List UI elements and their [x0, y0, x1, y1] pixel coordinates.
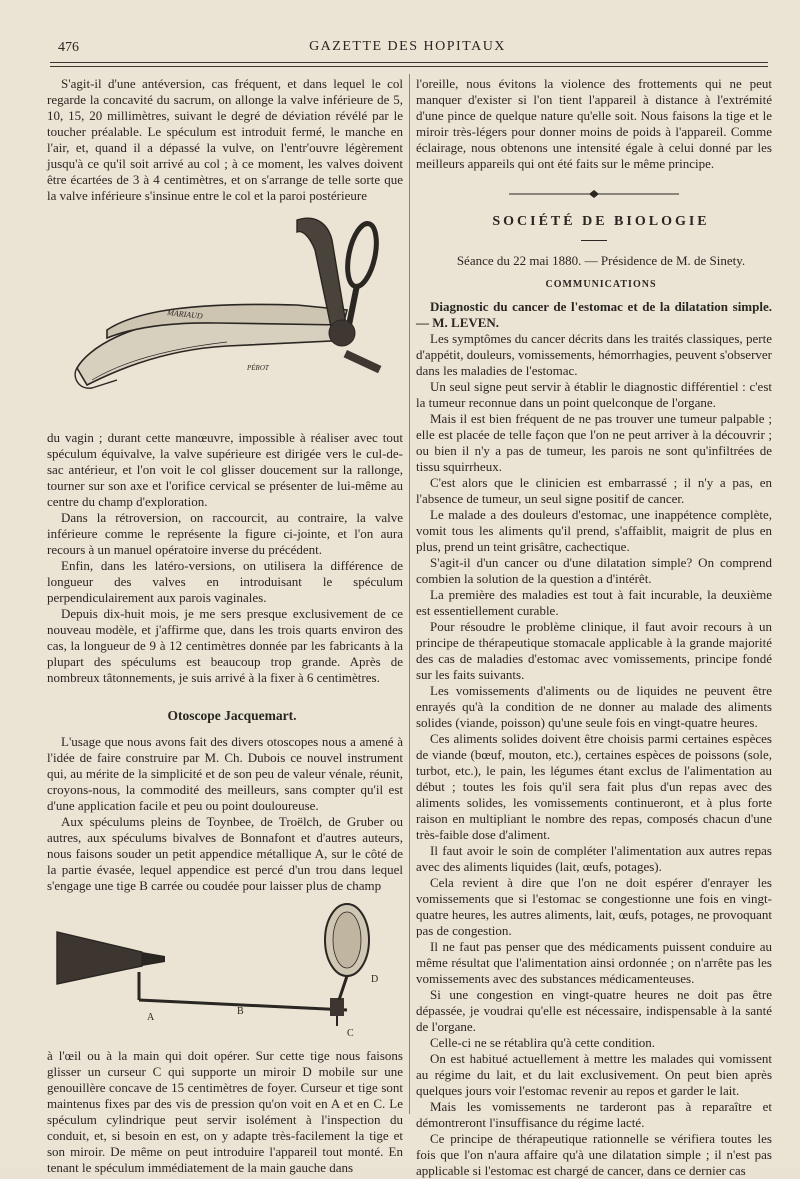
paragraph: à l'œil ou à la main qui doit opérer. Sur cette tige nous faisons glisser un curseur C qui supporte un miroir D mobile sur une genouillère concave de 15 centimètres de foyer. Curseur et tige sont maintenus fixes par des vis de pression qu'on voit en A et en C. Le spéculum cylindrique peut servir isolément à l'inspection du conduit, et, si besoin en est, on y adapte très-facilement la tige et son miroir. De même on peut introduire l'appareil tout monté. En tenant le spéculum immédiatement de la main gauche dans: [47, 1048, 403, 1175]
paragraph: C'est alors que le clinicien est embarrassé ; il n'y a pas, en l'absence de tumeur, un seul signe positif de cancer.: [416, 475, 772, 506]
paragraph: On est habitué actuellement à mettre les malades qui vomissent au régime du lait, et du lait exclusivement. On peut bien après quelques jours voir l'estomac revenir au repos et garder le lait.: [416, 1051, 772, 1098]
speculum-figure: [47, 210, 403, 428]
ornamental-rule: [416, 186, 772, 202]
paragraph: Ce principe de thérapeutique rationnelle se vérifiera toutes les fois que l'on n'aura affaire qu'à une dilatation simple ; il n'est pas applicable si l'estomac est chargé de cancer, dans ce dernier cas: [416, 1131, 772, 1178]
page-header: [50, 38, 765, 58]
paragraph: Les symptômes du cancer décrits dans les traités classiques, perte d'appétit, douleurs, vomissements, hémorrhagies, peuvent s'observer dans les maladies de l'estomac.: [416, 331, 772, 378]
paragraph: Il ne faut pas penser que des médicaments puissent conduire au même résultat que l'alimentation ainsi ordonnée ; on n'arrête pas les vomissements avec des substances médicamenteuses.: [416, 939, 772, 986]
paragraph: Les vomissements d'aliments ou de liquides ne peuvent être enrayés qu'à la condition de ne donner au malade des aliments solides (viande, poisson) qu'une seule fois en vingt-quatre heures.: [416, 683, 772, 730]
paragraph: du vagin ; durant cette manœuvre, impossible à réaliser avec tout spéculum équivalve, la valve supérieure est dirigée vers le cul-de-sac antérieur, et l'on voit le col glisser doucement sur la rallonge, tourner sur son axe et l'orifice cervical se présenter de lui-même au centre du champ d'exploration.: [47, 430, 403, 509]
column-divider: [409, 74, 410, 1114]
paragraph: S'agit-il d'une antéversion, cas fréquent, et dans lequel le col regarde la concavité du sacrum, on allonge la valve inférieure de 5, 10, 15, 20 millimètres, suivant le degré de déviation révélé par le toucher préalable. Le spéculum est introduit fermé, le manche en l'air, et, quand il a dépassé la vulve, on l'entr'ouvre légèrement jusqu'à ce qu'il soit arrivé au col ; à ce moment, les valves doivent être écartées de 3 à 4 centimètres, et on s'arrange de telle sorte que la valve inférieure s'insinue entre le col et la paroi postérieure: [47, 76, 403, 203]
maker-label: MARIAUD: [166, 308, 204, 321]
paragraph: Enfin, dans les latéro-versions, on utilisera la différence de longueur des valves en introduisant le spéculum perpendiculairement aux parois vaginales.: [47, 558, 403, 605]
paragraph: Mais les vomissements ne tarderont pas à reparaître et démontreront l'insuffisance du régime lacté.: [416, 1099, 772, 1130]
journal-title: GAZETTE DES HOPITAUX: [309, 39, 506, 54]
paragraph: Un seul signe peut servir à établir le diagnostic différentiel : c'est la tumeur reconnue dans un point quelconque de l'organe.: [416, 379, 772, 410]
paragraph: l'oreille, nous évitons la violence des frottements qui ne peut manquer d'exister si l'on tient l'appareil à distance à l'extrémité d'une pince de quelque nature qu'elle soit. Nous faisons la tige et le miroir très-légers pour donner moins de poids à l'appareil. Comme éclairage, nous obtenons une intensité égale à celui donné par les meilleurs appareils qui ont été faits sur le même principe.: [416, 76, 772, 171]
paragraph: Pour résoudre le problème clinique, il faut avoir recours à un principe de thérapeutique stomacale applicable à la grande majorité des cas de maladies d'estomac avec vomissements, principe fondé sur les faits suivants.: [416, 619, 772, 682]
left-column: [47, 76, 403, 1176]
paragraph: S'agit-il d'un cancer ou d'une dilatation simple? On comprend combien la solution de la question a d'intérêt.: [416, 555, 772, 586]
communications-heading: COMMUNICATIONS: [545, 279, 657, 290]
otoscope-illustration: [47, 902, 403, 1044]
paragraph: Dans la rétroversion, on raccourcit, au contraire, la valve inférieure comme le représente la figure ci-jointe, et l'on aura recours à un manuel opératoire inverse du précédent.: [47, 510, 403, 557]
paragraph: Aux spéculums pleins de Toynbee, de Troëlch, de Gruber ou autres, aux spéculums bivalves de Bonnafont et d'autres auteurs, nous faisons souder un petit appendice métallique A, sur le côté de la partie évasée, lequel appendice est percé d'un trou dans lequel s'engage une tige B carrée ou coudée pour laisser plus de champ: [47, 814, 403, 893]
paragraph: Cela revient à dire que l'on ne doit espérer d'enrayer les vomissements que si l'estomac se congestionne une fois en vingt-quatre heures, les autres aliments, lait, œufs, potages, ne provoquant pas de congestion.: [416, 875, 772, 938]
ornament-divider: [509, 190, 679, 198]
paragraph: Le malade a des douleurs d'estomac, une inappétence complète, vomit tous les aliments qu'il prend, s'affaiblit, maigrit de plus en plus, prend un teint grisâtre, cachectique.: [416, 507, 772, 554]
article-title: Diagnostic du cancer de l'estomac et de la dilatation simple. — M. LEVEN.: [416, 299, 772, 330]
header-rule: [50, 62, 768, 63]
paragraph: La première des maladies est tout à fait incurable, la deuxième est essentiellement curable.: [416, 587, 772, 618]
header-rule-double: [50, 66, 768, 67]
session-line: Séance du 22 mai 1880. — Présidence de M. de Sinety.: [456, 253, 746, 268]
paragraph: Il faut avoir le soin de compléter l'alimentation aux autres repas avec des aliments liquides (lait, œufs, potages).: [416, 843, 772, 874]
section-title: Otoscope Jacquemart.: [167, 708, 297, 723]
page-number: 476: [58, 40, 79, 55]
otoscope-figure: [47, 902, 403, 1044]
right-column: [416, 76, 772, 1179]
label-B: B: [237, 1006, 244, 1017]
paragraph: Depuis dix-huit mois, je me sers presque exclusivement de ce nouveau modèle, et j'affirme que, dans les trois quarts environ des cas, la longueur de 9 à 12 centimètres donnée par les fabricants à la plupart des spéculums est beaucoup trop grande. Après de nombreux tâtonnements, je suis arrivé à la fixer à 6 centimètres.: [47, 606, 403, 685]
paragraph: L'usage que nous avons fait des divers otoscopes nous a amené à l'idée de faire construire par M. Ch. Dubois ce nouvel instrument qui, au mérite de la simplicité et de son peu de valeur vénale, réunit, croyons-nous, la commodité des meilleurs, sans compter qu'il est d'une application facile et peu ou point douloureuse.: [47, 734, 403, 813]
society-title: SOCIÉTÉ DE BIOLOGIE: [492, 214, 710, 229]
paragraph: Si une congestion en vingt-quatre heures ne doit pas être dépassée, je voudrai qu'elle est nécessaire, indispensable à la santé de l'organe.: [416, 987, 772, 1034]
speculum-illustration: [47, 210, 403, 428]
engraver-label: PÉROT: [247, 364, 269, 372]
label-D: D: [371, 974, 379, 985]
label-C: C: [347, 1028, 354, 1039]
label-A: A: [147, 1012, 155, 1023]
paragraph: Ces aliments solides doivent être choisis parmi certaines espèces de viande (bœuf, mouton, etc.), certaines espèces de poissons (sole, turbot, etc.), le pain, les légumes étant exclus de l'alimentation au début ; toutes les fois qu'il sera fait plus d'un repas avec des aliments solides, les vomissements continueront, et à plus forte raison en multipliant le nombre des repas, composés chacun d'une très-faible dose d'aliment.: [416, 731, 772, 842]
paragraph: Mais il est bien fréquent de ne pas trouver une tumeur palpable ; elle est placée de telle façon que l'on ne peut arriver à la découvrir ; ou bien il n'y a pas de tumeur, les parois ne sont qu'infiltrées de tissu squirrheux.: [416, 411, 772, 474]
paragraph: Celle-ci ne se rétablira qu'à cette condition.: [430, 1035, 656, 1050]
title-underline: [581, 240, 607, 241]
